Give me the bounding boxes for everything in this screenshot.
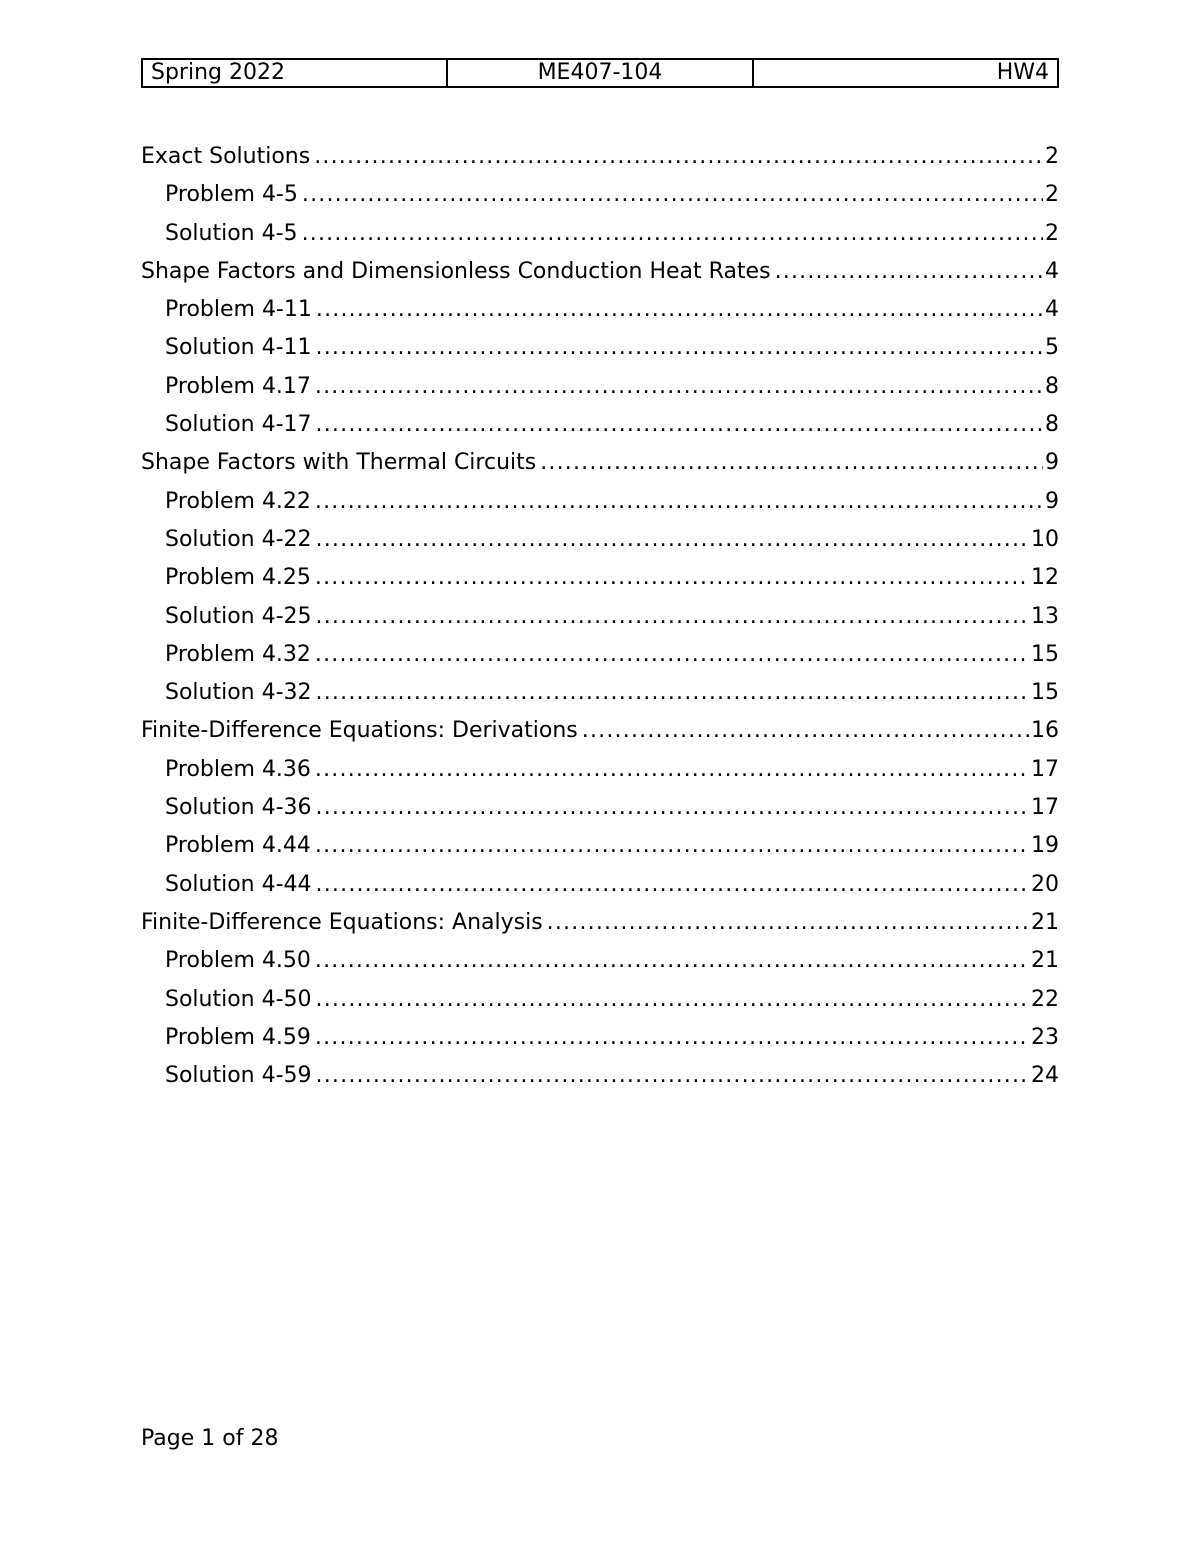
toc-subsection-entry[interactable] bbox=[141, 636, 1059, 674]
toc-entry-title: Problem 4.25 bbox=[165, 565, 311, 591]
page-footer bbox=[141, 1424, 278, 1454]
toc-dot-leader bbox=[315, 368, 1043, 406]
toc-entry-title: Problem 4.32 bbox=[165, 641, 311, 667]
toc-entry-page-number: 4 bbox=[1045, 297, 1059, 323]
toc-entry-page-number: 23 bbox=[1031, 1024, 1059, 1050]
toc-dot-leader bbox=[315, 942, 1029, 980]
toc-dot-leader bbox=[314, 138, 1043, 176]
table-of-contents bbox=[141, 138, 1059, 1095]
toc-entry-title: Finite-Difference Equations: Analysis bbox=[141, 909, 543, 935]
toc-subsection-entry[interactable] bbox=[141, 1019, 1059, 1057]
toc-dot-leader bbox=[316, 674, 1029, 712]
toc-entry-title: Solution 4-32 bbox=[165, 680, 312, 706]
toc-dot-leader bbox=[316, 291, 1043, 329]
toc-dot-leader bbox=[316, 329, 1043, 367]
toc-subsection-entry[interactable] bbox=[141, 1057, 1059, 1095]
toc-entry-page-number: 2 bbox=[1045, 144, 1059, 169]
toc-entry-title: Problem 4-11 bbox=[165, 297, 312, 323]
toc-dot-leader bbox=[302, 176, 1043, 214]
toc-dot-leader bbox=[775, 253, 1043, 291]
toc-entry-title: Finite-Difference Equations: Derivations bbox=[141, 718, 578, 744]
toc-entry-title: Exact Solutions bbox=[141, 144, 311, 169]
toc-dot-leader bbox=[315, 559, 1029, 597]
toc-entry-page-number: 21 bbox=[1031, 948, 1059, 974]
toc-entry-title: Solution 4-22 bbox=[165, 526, 312, 552]
toc-entry-page-number: 2 bbox=[1045, 220, 1059, 246]
toc-subsection-entry[interactable] bbox=[141, 751, 1059, 789]
toc-subsection-entry[interactable] bbox=[141, 291, 1059, 329]
toc-section-entry[interactable] bbox=[141, 712, 1059, 750]
toc-entry-title: Problem 4.59 bbox=[165, 1024, 311, 1050]
toc-section-entry[interactable] bbox=[141, 904, 1059, 942]
toc-dot-leader bbox=[316, 1057, 1029, 1095]
toc-entry-title: Solution 4-50 bbox=[165, 986, 312, 1012]
toc-entry-title: Problem 4.22 bbox=[165, 488, 311, 514]
header-assignment: HW4 bbox=[753, 59, 1058, 87]
toc-entry-title: Solution 4-17 bbox=[165, 412, 312, 438]
toc-entry-page-number: 17 bbox=[1031, 756, 1059, 782]
toc-entry-page-number: 15 bbox=[1031, 641, 1059, 667]
toc-entry-page-number: 2 bbox=[1045, 182, 1059, 208]
toc-dot-leader bbox=[316, 981, 1029, 1019]
toc-section-entry[interactable] bbox=[141, 253, 1059, 291]
toc-entry-title: Problem 4.50 bbox=[165, 948, 311, 974]
toc-subsection-entry[interactable] bbox=[141, 674, 1059, 712]
toc-entry-title: Solution 4-36 bbox=[165, 795, 312, 821]
toc-entry-title: Problem 4-5 bbox=[165, 182, 298, 208]
toc-subsection-entry[interactable] bbox=[141, 176, 1059, 214]
toc-entry-title: Problem 4.17 bbox=[165, 373, 311, 399]
toc-subsection-entry[interactable] bbox=[141, 406, 1059, 444]
toc-dot-leader bbox=[582, 712, 1029, 750]
toc-entry-title: Shape Factors and Dimensionless Conduction Heat Rates bbox=[141, 258, 771, 284]
toc-subsection-entry[interactable] bbox=[141, 329, 1059, 367]
toc-entry-page-number: 20 bbox=[1031, 871, 1059, 897]
toc-entry-title: Solution 4-25 bbox=[165, 603, 312, 629]
toc-subsection-entry[interactable] bbox=[141, 215, 1059, 253]
toc-dot-leader bbox=[316, 406, 1043, 444]
toc-entry-title: Problem 4.44 bbox=[165, 833, 311, 859]
toc-entry-page-number: 16 bbox=[1031, 718, 1059, 744]
toc-section-entry[interactable] bbox=[141, 138, 1059, 176]
page-header-table bbox=[141, 58, 1059, 88]
toc-subsection-entry[interactable] bbox=[141, 598, 1059, 636]
toc-entry-title: Shape Factors with Thermal Circuits bbox=[141, 450, 537, 476]
toc-dot-leader bbox=[316, 866, 1029, 904]
toc-entry-page-number: 8 bbox=[1045, 412, 1059, 438]
toc-entry-page-number: 8 bbox=[1045, 373, 1059, 399]
toc-entry-page-number: 24 bbox=[1031, 1063, 1059, 1089]
toc-entry-page-number: 5 bbox=[1045, 335, 1059, 361]
toc-entry-title: Solution 4-5 bbox=[165, 220, 298, 246]
toc-entry-page-number: 21 bbox=[1031, 909, 1059, 935]
toc-subsection-entry[interactable] bbox=[141, 483, 1059, 521]
toc-dot-leader bbox=[315, 1019, 1029, 1057]
toc-subsection-entry[interactable] bbox=[141, 559, 1059, 597]
toc-entry-page-number: 9 bbox=[1045, 488, 1059, 514]
page-number-label: Page 1 of 28 bbox=[141, 1426, 279, 1451]
toc-dot-leader bbox=[302, 215, 1043, 253]
toc-entry-title: Solution 4-44 bbox=[165, 871, 312, 897]
toc-entry-page-number: 15 bbox=[1031, 680, 1059, 706]
toc-dot-leader bbox=[315, 751, 1029, 789]
toc-dot-leader bbox=[316, 521, 1029, 559]
toc-entry-page-number: 9 bbox=[1045, 450, 1059, 476]
toc-dot-leader bbox=[316, 598, 1029, 636]
toc-subsection-entry[interactable] bbox=[141, 521, 1059, 559]
toc-entry-page-number: 22 bbox=[1031, 986, 1059, 1012]
toc-subsection-entry[interactable] bbox=[141, 866, 1059, 904]
toc-dot-leader bbox=[315, 827, 1029, 865]
toc-subsection-entry[interactable] bbox=[141, 981, 1059, 1019]
toc-entry-title: Solution 4-11 bbox=[165, 335, 312, 361]
toc-entry-page-number: 13 bbox=[1031, 603, 1059, 629]
toc-dot-leader bbox=[316, 789, 1029, 827]
header-course: ME407-104 bbox=[447, 59, 752, 87]
toc-subsection-entry[interactable] bbox=[141, 827, 1059, 865]
toc-entry-page-number: 10 bbox=[1031, 526, 1059, 552]
toc-subsection-entry[interactable] bbox=[141, 942, 1059, 980]
toc-entry-title: Solution 4-59 bbox=[165, 1063, 312, 1089]
toc-subsection-entry[interactable] bbox=[141, 368, 1059, 406]
toc-section-entry[interactable] bbox=[141, 444, 1059, 482]
toc-entry-page-number: 12 bbox=[1031, 565, 1059, 591]
toc-dot-leader bbox=[540, 444, 1043, 482]
toc-dot-leader bbox=[547, 904, 1029, 942]
toc-entry-page-number: 19 bbox=[1031, 833, 1059, 859]
page-header-row bbox=[142, 59, 1058, 87]
toc-dot-leader bbox=[315, 636, 1029, 674]
toc-entry-page-number: 4 bbox=[1045, 258, 1059, 284]
header-semester: Spring 2022 bbox=[142, 59, 447, 87]
toc-entry-title: Problem 4.36 bbox=[165, 756, 311, 782]
toc-entry-page-number: 17 bbox=[1031, 795, 1059, 821]
toc-subsection-entry[interactable] bbox=[141, 789, 1059, 827]
toc-dot-leader bbox=[315, 483, 1043, 521]
